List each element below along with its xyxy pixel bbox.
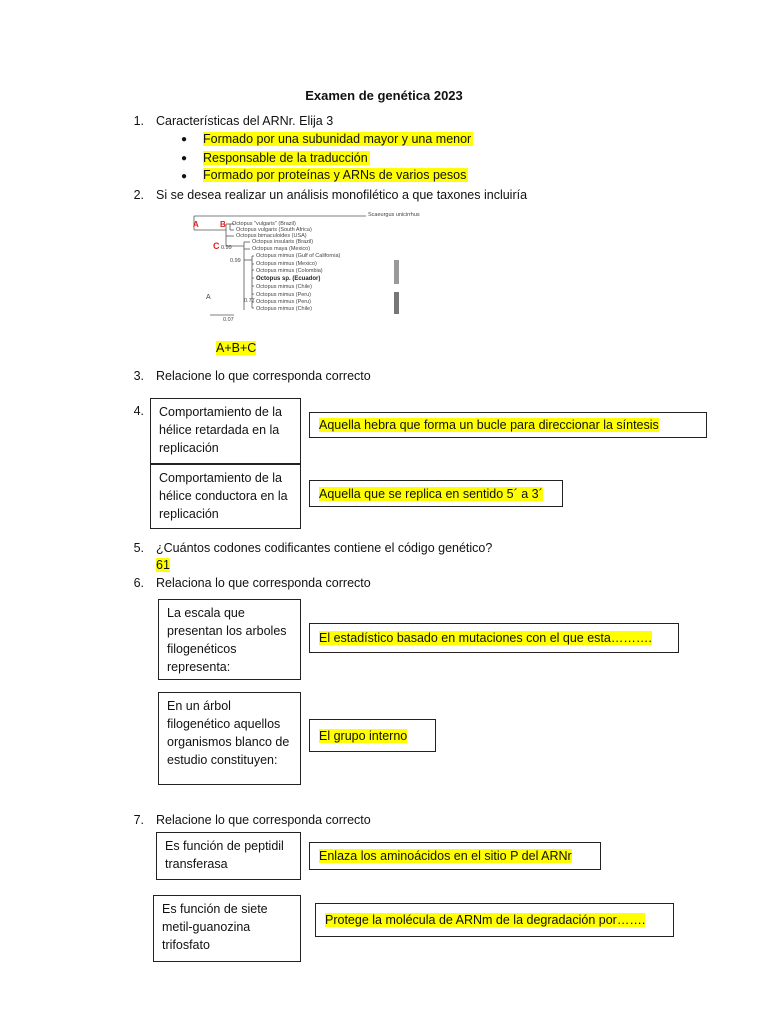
tree-leaf-label: Octopus "vulgaris" (Brazil): [232, 221, 296, 227]
tree-leaf-label: Octopus mimus (Gulf of California): [256, 253, 341, 259]
tree-leaf-label: Octopus bimaculoides (USA): [236, 233, 307, 239]
tree-leaf-label: Octopus mimus (Peru): [256, 299, 312, 305]
tree-leaf-label: Octopus mimus (Mexico): [256, 261, 317, 267]
clade-bar: [394, 292, 399, 314]
question-number: 7.: [133, 813, 144, 827]
question-6-text: Relaciona lo que corresponda correcto: [156, 576, 371, 590]
tree-leaf-label: Octopus sp. (Ecuador): [256, 276, 321, 282]
match-answer-box: [309, 719, 436, 752]
match-answer-text: Aquella hebra que forma un bucle para direccionar la síntesis: [319, 418, 659, 432]
q1-answer: Formado por una subunidad mayor y una menor: [203, 132, 472, 146]
bullet: ●: [181, 171, 188, 182]
question-number: 6.: [133, 576, 144, 590]
question-5-text: ¿Cuántos codones codificantes contiene el código genético?: [156, 541, 493, 555]
support-value: 0.99: [221, 245, 232, 251]
support-value: 0.99: [230, 258, 241, 264]
match-answer-box: [309, 412, 707, 438]
match-answer-text: El estadístico basado en mutaciones con el que esta……….: [319, 631, 652, 645]
q1-answer: Responsable de la traducción: [203, 151, 368, 165]
exam-title: Examen de genética 2023: [305, 88, 463, 103]
clade-bar: [394, 260, 399, 284]
tree-leaf-label: Octopus maya (Mexico): [252, 246, 311, 252]
panel-letter: A: [206, 294, 211, 301]
match-left-box: Es función de peptidil transferasa: [156, 832, 301, 880]
node-letter-a: A: [193, 220, 199, 229]
tree-outgroup-label: Scaeurgus unicirrhus: [368, 212, 420, 218]
match-left-box: La escala que presentan los arboles filogenéticos representa:: [158, 599, 301, 680]
match-answer-text: Protege la molécula de ARNm de la degradación por…….: [325, 913, 646, 927]
node-letter-b: B: [220, 220, 226, 229]
tree-leaf-label: Octopus insularis (Brazil): [252, 239, 314, 245]
node-letter-c: C: [213, 241, 220, 251]
question-number: 3.: [133, 369, 144, 383]
question-number: 4.: [133, 404, 144, 418]
phylogenetic-tree-figure: [190, 208, 422, 326]
tree-leaf-label: Octopus mimus (Colombia): [256, 268, 323, 274]
bullet: ●: [181, 153, 188, 164]
match-left-box: Comportamiento de la hélice conductora en la replicación: [150, 464, 301, 529]
question-2-text: Si se desea realizar un análisis monofilético a que taxones incluiría: [156, 188, 528, 202]
scale-value: 0.07: [223, 317, 234, 323]
tree-leaf-label: Octopus mimus (Chile): [256, 284, 312, 290]
match-answer-text: Aquella que se replica en sentido 5´ a 3´: [319, 486, 543, 501]
match-left-box: Comportamiento de la hélice retardada en la replicación: [150, 398, 301, 464]
q1-answer: Formado por proteínas y ARNs de varios pesos: [203, 168, 467, 182]
question-3-text: Relacione lo que corresponda correcto: [156, 369, 371, 383]
question-1-text: Características del ARNr. Elija 3: [156, 114, 334, 128]
match-left-box: En un árbol filogenético aquellos organismos blanco de estudio constituyen:: [158, 692, 301, 785]
bullet: ●: [181, 134, 188, 145]
tree-leaf-label: Octopus vulgaris (South Africa): [236, 227, 312, 233]
q5-answer: 61: [156, 558, 170, 572]
match-answer-box: [315, 903, 674, 937]
match-answer-text: El grupo interno: [319, 728, 408, 743]
support-value: 0.77: [244, 298, 255, 304]
question-7-text: Relacione lo que corresponda correcto: [156, 813, 371, 827]
match-answer-text: Enlaza los aminoácidos en el sitio P del ARNr: [319, 849, 572, 863]
tree-leaf-label: Octopus mimus (Chile): [256, 306, 312, 312]
match-left-box: Es función de siete metil-guanozina trifosfato: [153, 895, 301, 962]
tree-leaf-label: Octopus mimus (Peru): [256, 292, 312, 298]
q2-answer: A+B+C: [216, 341, 257, 355]
match-answer-box: [309, 842, 601, 870]
question-number: 2.: [133, 188, 144, 202]
question-number: 5.: [133, 541, 144, 555]
match-answer-box: [309, 623, 679, 653]
match-answer-box: [309, 480, 563, 507]
question-number: 1.: [133, 114, 144, 128]
